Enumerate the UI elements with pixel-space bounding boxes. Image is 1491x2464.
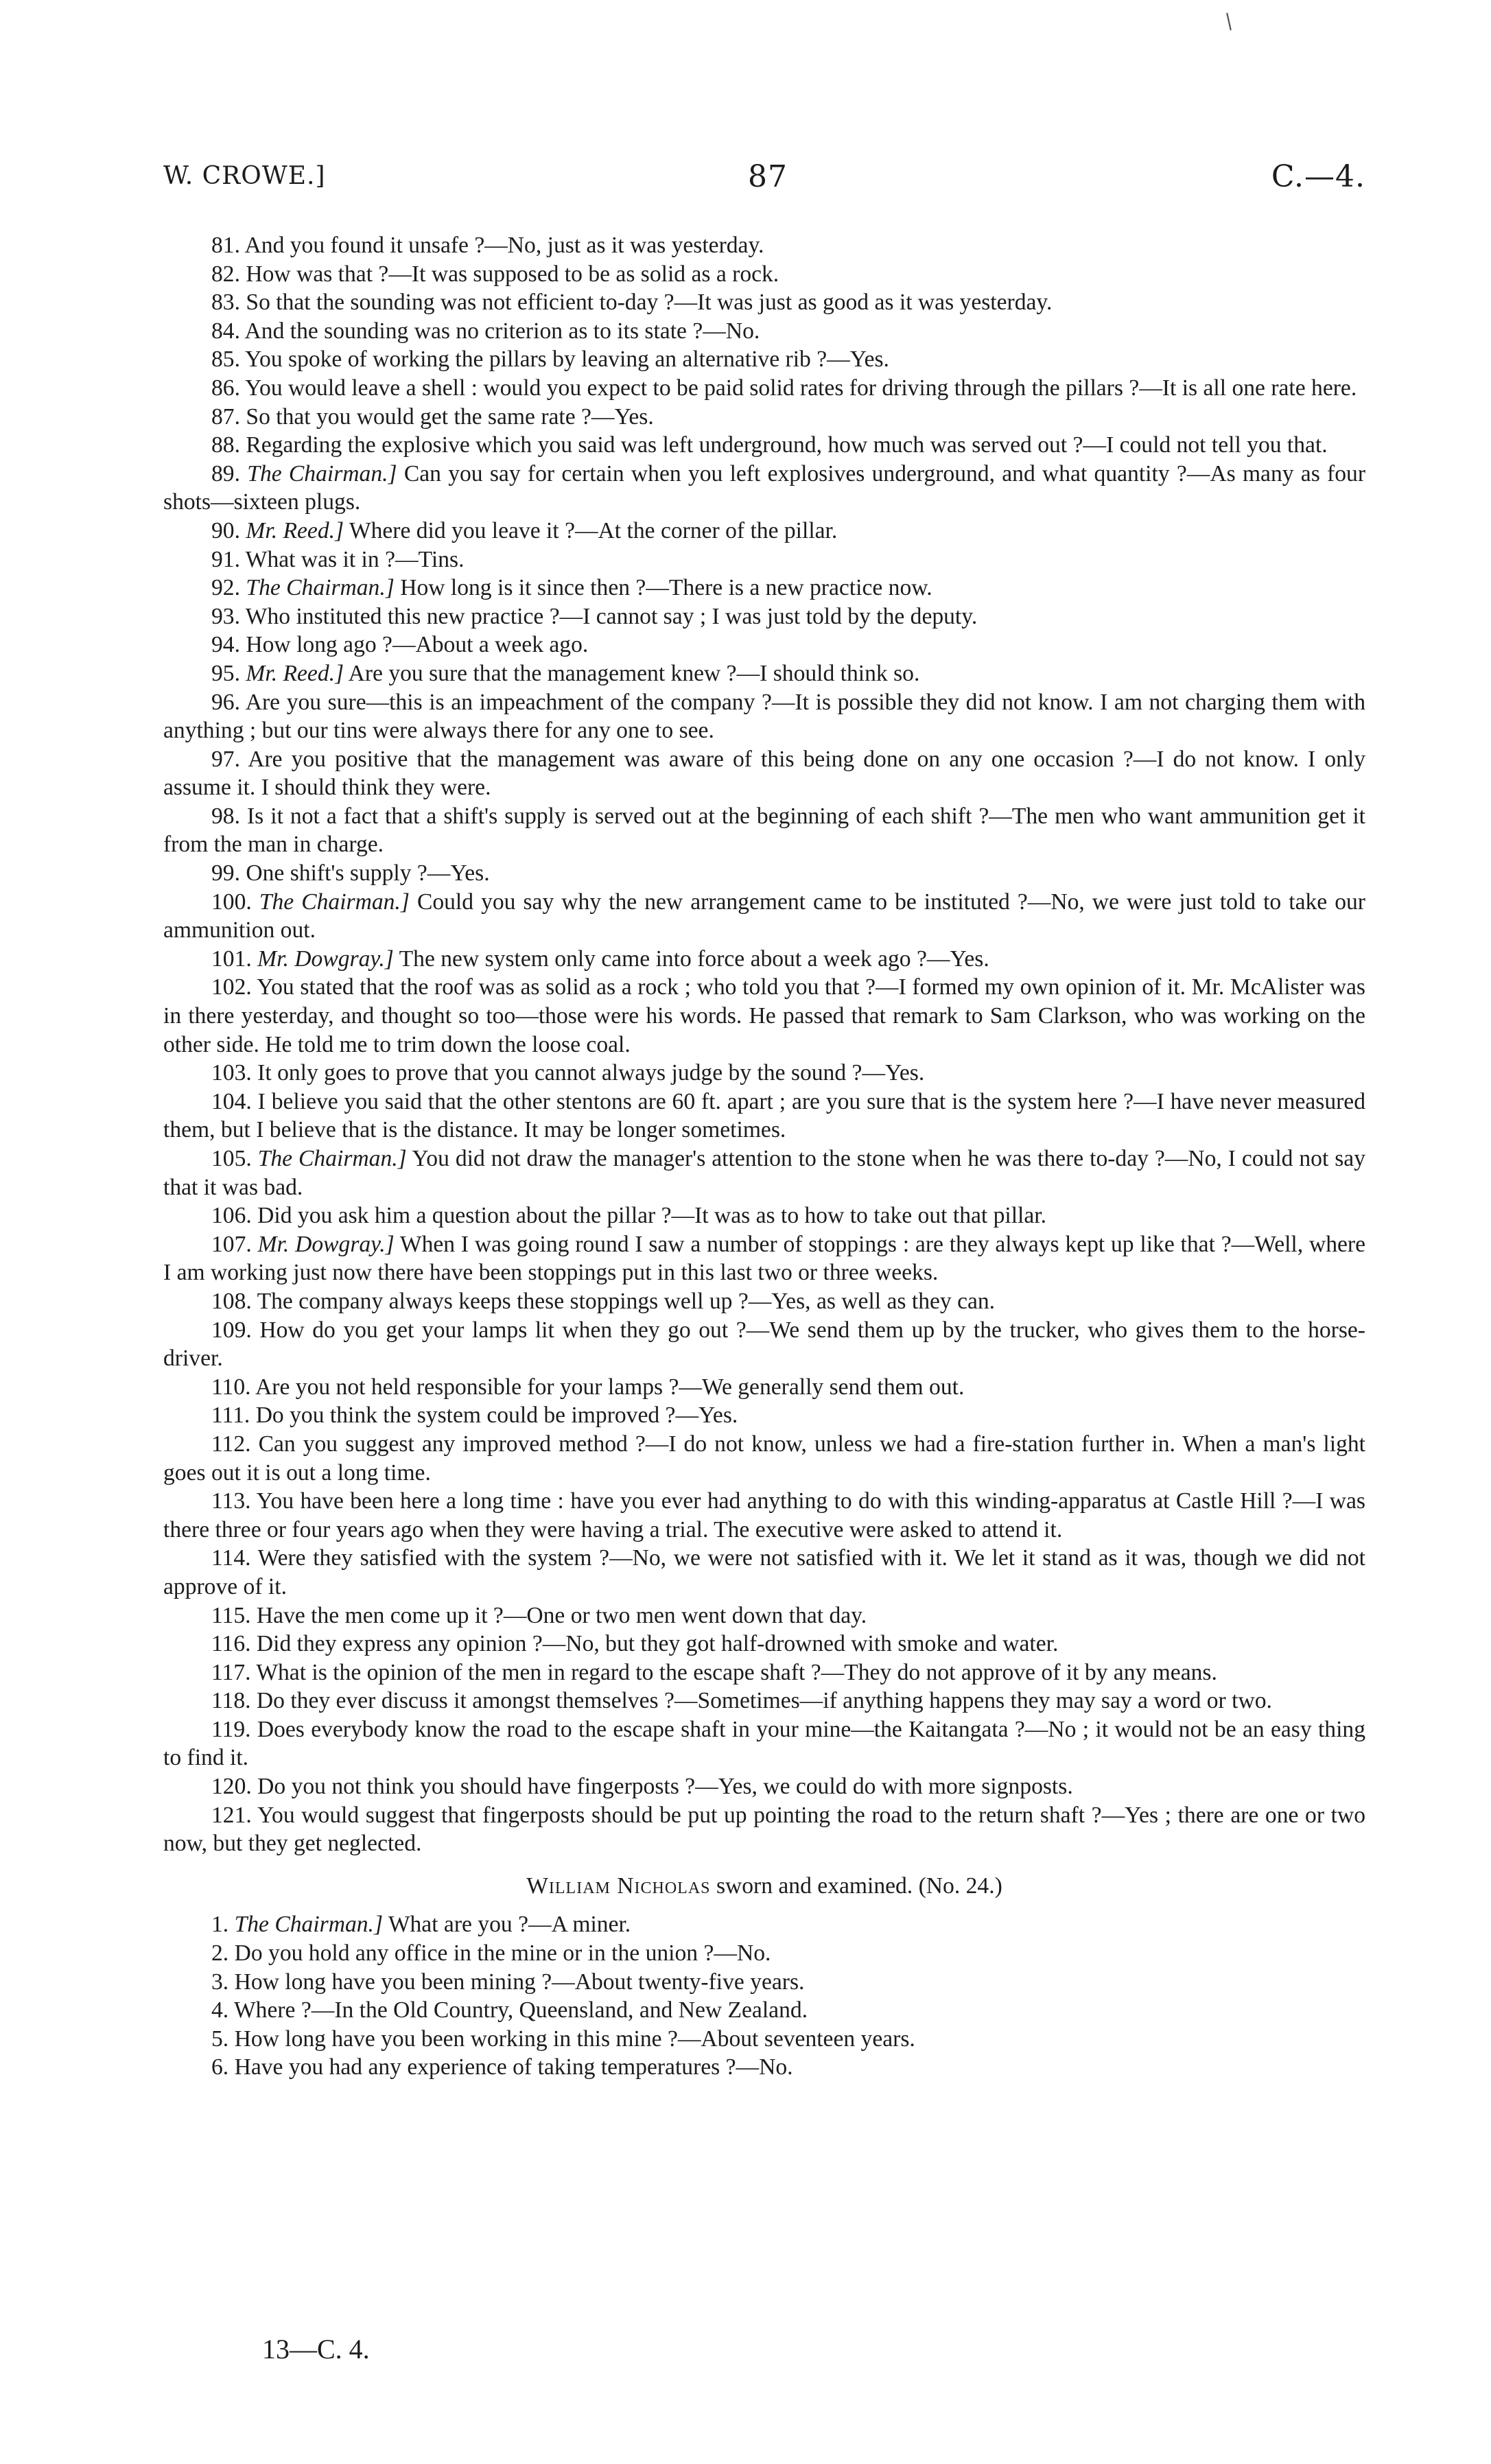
question-text: Does everybody know the road to the escape shaft in your mine—the Kaitangata ?—No ; it would not be an easy thing to find it.: [163, 1716, 1365, 1771]
question-text: And the sounding was no criterion as to its state ?—No.: [244, 318, 760, 344]
question-paragraph: [163, 1772, 1365, 1801]
question-paragraph: [163, 859, 1365, 888]
question-text: Are you sure that the management knew ?—I should think so.: [348, 660, 920, 686]
question-paragraph: [163, 1373, 1365, 1402]
speaker: Mr. Dowgray.]: [257, 946, 394, 972]
question-paragraph: [163, 1658, 1365, 1687]
question-text: Is it not a fact that a shift's supply is served out at the beginning of each shift ?—The men who want ammunition get it from the man in charge.: [163, 803, 1365, 858]
question-number: 87.: [211, 403, 240, 430]
question-text: You have been here a long time : have you ever had anything to do with this winding-apparatus at Castle Hill ?—I was there three or four years ago when they were having a trial. The executive were asked to attend it.: [163, 1488, 1365, 1542]
question-paragraph: [163, 1996, 1365, 2025]
question-text: So that the sounding was not efficient to-day ?—It was just as good as it was yesterday.: [246, 290, 1053, 316]
testimony-nicholas: [163, 1910, 1365, 2082]
question-text: Can you suggest any improved method ?—I do not know, unless we had a fire-station further in. When a man's light goes out it is out a long time.: [163, 1431, 1365, 1486]
question-text: The new system only came into force about a week ago ?—Yes.: [399, 946, 989, 972]
question-number: 98.: [211, 803, 240, 829]
question-text: Can you say for certain when you left explosives underground, and what quantity ?—As many as four shots—sixteen plugs.: [163, 460, 1365, 515]
question-paragraph: [163, 345, 1365, 374]
question-number: 109.: [211, 1317, 252, 1343]
question-paragraph: [163, 745, 1365, 802]
question-number: 3.: [211, 1969, 229, 1995]
question-paragraph: [163, 231, 1365, 260]
question-paragraph: [163, 545, 1365, 574]
page-number: 87: [748, 159, 788, 194]
question-number: 83.: [211, 290, 240, 316]
question-text: Do you not think you should have fingerposts ?—Yes, we could do with more signposts.: [257, 1774, 1073, 1800]
question-paragraph: [163, 1968, 1365, 1997]
question-text: It only goes to prove that you cannot always judge by the sound ?—Yes.: [257, 1060, 925, 1086]
question-paragraph: [163, 517, 1365, 545]
question-number: 105.: [211, 1146, 252, 1171]
question-paragraph: [163, 374, 1365, 403]
question-text: What is the opinion of the men in regard to the escape shaft ?—They do not approve of it by any means.: [256, 1659, 1217, 1685]
speaker: Mr. Dowgray.]: [257, 1231, 395, 1257]
question-text: I believe you said that the other stentons are 60 ft. apart ; are you sure that is the system here ?—I have never measured them, but I believe that is the distance. It may be longer sometimes.: [163, 1088, 1365, 1143]
question-paragraph: [163, 631, 1365, 659]
speaker: The Chairman.]: [257, 1146, 407, 1171]
speaker: Mr. Reed.]: [246, 660, 344, 686]
question-text: Did you ask him a question about the pillar ?—It was as to how to take out that pillar.: [257, 1203, 1047, 1229]
question-number: 6.: [211, 2054, 229, 2080]
question-paragraph: [163, 1201, 1365, 1230]
question-paragraph: [163, 802, 1365, 859]
question-text: Are you positive that the management was aware of this being done on any one occasion ?—I do not know. I only assume it. I should think they were.: [163, 746, 1365, 801]
heading-text: sworn and examined.: [716, 1873, 913, 1899]
question-text: You would suggest that fingerposts should be put up pointing the road to the return shaft ?—Yes ; there are one or two now, but they get neglected.: [163, 1802, 1365, 1857]
question-text: Are you not held responsible for your lamps ?—We generally send them out.: [255, 1374, 965, 1400]
question-number: 111.: [211, 1403, 250, 1429]
header-witness: W. CROWE.]: [163, 162, 326, 190]
question-paragraph: [163, 574, 1365, 602]
question-paragraph: [163, 2053, 1365, 2082]
question-number: 84.: [211, 318, 240, 344]
question-number: 1.: [211, 1912, 229, 1938]
question-text: How do you get your lamps lit when they go out ?—We send them up by the trucker, who gives them to the horse-driver.: [163, 1317, 1365, 1372]
question-paragraph: [163, 1287, 1365, 1316]
corner-pencil-mark: /: [1219, 9, 1238, 34]
question-number: 4.: [211, 1997, 229, 2023]
question-text: You did not draw the manager's attention to the stone when he was there to-day ?—No, I could not say that it was bad.: [163, 1146, 1366, 1200]
question-paragraph: [163, 1687, 1365, 1715]
question-text: Have you had any experience of taking temperatures ?—No.: [234, 2054, 793, 2080]
question-number: 104.: [211, 1088, 252, 1114]
signature-footer: 13—C. 4.: [262, 2334, 370, 2365]
question-paragraph: [163, 288, 1365, 317]
question-text: And you found it unsafe ?—No, just as it was yesterday.: [244, 233, 764, 258]
question-number: 108.: [211, 1288, 252, 1314]
question-text: You spoke of working the pillars by leaving an alternative rib ?—Yes.: [245, 347, 889, 373]
question-text: Are you sure—this is an impeachment of the company ?—It is possible they did not know. I am not charging them with anything ; but our tins were always there for any one to see.: [163, 689, 1365, 744]
question-number: 103.: [211, 1060, 252, 1086]
section-heading: [163, 1872, 1365, 1901]
question-number: 101.: [211, 946, 252, 972]
question-paragraph: [163, 1601, 1365, 1630]
question-paragraph: [163, 1630, 1365, 1658]
question-paragraph: [163, 1544, 1365, 1601]
question-paragraph: [163, 659, 1365, 688]
question-number: 95.: [211, 660, 240, 686]
question-number: 115.: [211, 1602, 251, 1628]
question-number: 112.: [211, 1431, 251, 1457]
question-text: Do they ever discuss it amongst themselves ?—Sometimes—if anything happens they may say a word or two.: [256, 1688, 1272, 1714]
question-paragraph: [163, 431, 1365, 460]
question-number: 106.: [211, 1203, 252, 1229]
question-paragraph: [163, 1910, 1365, 1939]
speaker: The Chairman.]: [234, 1912, 384, 1938]
question-text: Do you think the system could be improved ?—Yes.: [255, 1403, 738, 1429]
question-paragraph: [163, 260, 1365, 289]
question-number: 93.: [211, 603, 240, 629]
question-text: Do you hold any office in the mine or in the union ?—No.: [234, 1940, 771, 1967]
testimony-body: [163, 231, 1365, 2082]
question-text: Could you say why the new arrangement came to be instituted ?—No, we were just told to take our ammunition out.: [163, 889, 1365, 943]
question-number: 96.: [211, 689, 240, 715]
question-number: 90.: [211, 517, 240, 543]
question-number: 120.: [211, 1774, 252, 1800]
question-number: 91.: [211, 546, 240, 572]
question-text: How long have you been mining ?—About twenty-five years.: [234, 1969, 805, 1995]
question-paragraph: [163, 688, 1365, 745]
question-text: One shift's supply ?—Yes.: [246, 860, 490, 887]
question-number: 81.: [211, 233, 240, 258]
question-number: 119.: [211, 1716, 251, 1742]
question-number: 85.: [211, 347, 240, 373]
question-text: The company always keeps these stoppings well up ?—Yes, as well as they can.: [257, 1288, 996, 1314]
question-number: 89.: [211, 460, 240, 486]
question-paragraph: [163, 403, 1365, 432]
question-number: 97.: [211, 746, 240, 772]
question-text: You would leave a shell : would you expect to be paid solid rates for driving through the pillars ?—It is all one rate here.: [245, 375, 1357, 401]
question-text: Did they express any opinion ?—No, but they got half-drowned with smoke and water.: [256, 1631, 1059, 1657]
question-number: 114.: [211, 1545, 251, 1571]
question-number: 117.: [211, 1659, 251, 1685]
question-number: 102.: [211, 974, 252, 1000]
question-number: 107.: [211, 1231, 252, 1257]
question-number: 82.: [211, 261, 240, 287]
question-paragraph: [163, 1316, 1365, 1373]
question-number: 86.: [211, 375, 240, 401]
question-text: Where ?—In the Old Country, Queensland, and New Zealand.: [233, 1997, 808, 2023]
question-paragraph: [163, 1401, 1365, 1430]
question-number: 5.: [211, 2026, 229, 2052]
question-number: 92.: [211, 575, 240, 601]
question-text: So that you would get the same rate ?—Yes.: [246, 403, 654, 430]
question-number: 110.: [211, 1374, 251, 1400]
question-text: Regarding the explosive which you said was left underground, how much was served out ?—I could not tell you that.: [246, 432, 1328, 458]
question-text: How long ago ?—About a week ago.: [246, 632, 589, 658]
question-number: 113.: [211, 1488, 251, 1514]
question-number: 94.: [211, 632, 240, 658]
speaker: The Chairman.]: [247, 460, 397, 486]
question-paragraph: [163, 1939, 1365, 1968]
question-text: What was it in ?—Tins.: [245, 546, 465, 572]
document-code: C.—4.: [1271, 159, 1365, 194]
question-text: How long have you been working in this mine ?—About seventeen years.: [234, 2026, 915, 2052]
question-text: When I was going round I saw a number of stoppings : are they always kept up like that ?—Well, where I am working just now there have been stoppings put in this last two or three weeks.: [163, 1231, 1365, 1286]
question-paragraph: [163, 1801, 1365, 1858]
speaker: The Chairman.]: [246, 575, 395, 601]
question-paragraph: [163, 1088, 1365, 1145]
question-paragraph: [163, 1230, 1365, 1287]
question-text: You stated that the roof was as solid as a rock ; who told you that ?—I formed my own opinion of it. Mr. McAlister was in there yesterday, and thought so too—those were his words. He passed that remark to Sam Clarkson, who was working on the other side. He told me to trim down the loose coal.: [163, 974, 1365, 1057]
testimony-crowe: [163, 231, 1365, 1858]
question-number: 2.: [211, 1940, 229, 1967]
question-paragraph: [163, 317, 1365, 346]
question-number: 100.: [211, 889, 252, 915]
question-paragraph: [163, 888, 1365, 945]
question-paragraph: [163, 973, 1365, 1059]
speaker: Mr. Reed.]: [246, 517, 344, 543]
question-paragraph: [163, 1430, 1365, 1487]
question-text: How long is it since then ?—There is a new practice now.: [400, 575, 932, 601]
question-text: Have the men come up it ?—One or two men went down that day.: [256, 1602, 867, 1628]
question-text: Were they satisfied with the system ?—No, we were not satisfied with it. We let it stand as it was, though we did not approve of it.: [163, 1545, 1365, 1599]
question-paragraph: [163, 1145, 1365, 1201]
speaker: The Chairman.]: [259, 889, 410, 915]
witness-name: William Nicholas: [526, 1873, 711, 1899]
question-text: Where did you leave it ?—At the corner of the pillar.: [349, 517, 838, 543]
question-paragraph: [163, 602, 1365, 631]
question-number: 116.: [211, 1631, 251, 1657]
question-paragraph: [163, 945, 1365, 974]
heading-number: (No. 24.): [918, 1873, 1002, 1899]
question-paragraph: [163, 1715, 1365, 1772]
question-paragraph: [163, 2025, 1365, 2054]
question-number: 121.: [211, 1802, 252, 1828]
question-paragraph: [163, 460, 1365, 517]
question-paragraph: [163, 1487, 1365, 1544]
question-text: How was that ?—It was supposed to be as solid as a rock.: [246, 261, 779, 287]
question-number: 88.: [211, 432, 240, 458]
question-paragraph: [163, 1059, 1365, 1088]
question-number: 99.: [211, 860, 240, 887]
question-number: 118.: [211, 1688, 251, 1714]
question-text: Who instituted this new practice ?—I cannot say ; I was just told by the deputy.: [245, 603, 978, 629]
question-text: What are you ?—A miner.: [388, 1912, 631, 1938]
